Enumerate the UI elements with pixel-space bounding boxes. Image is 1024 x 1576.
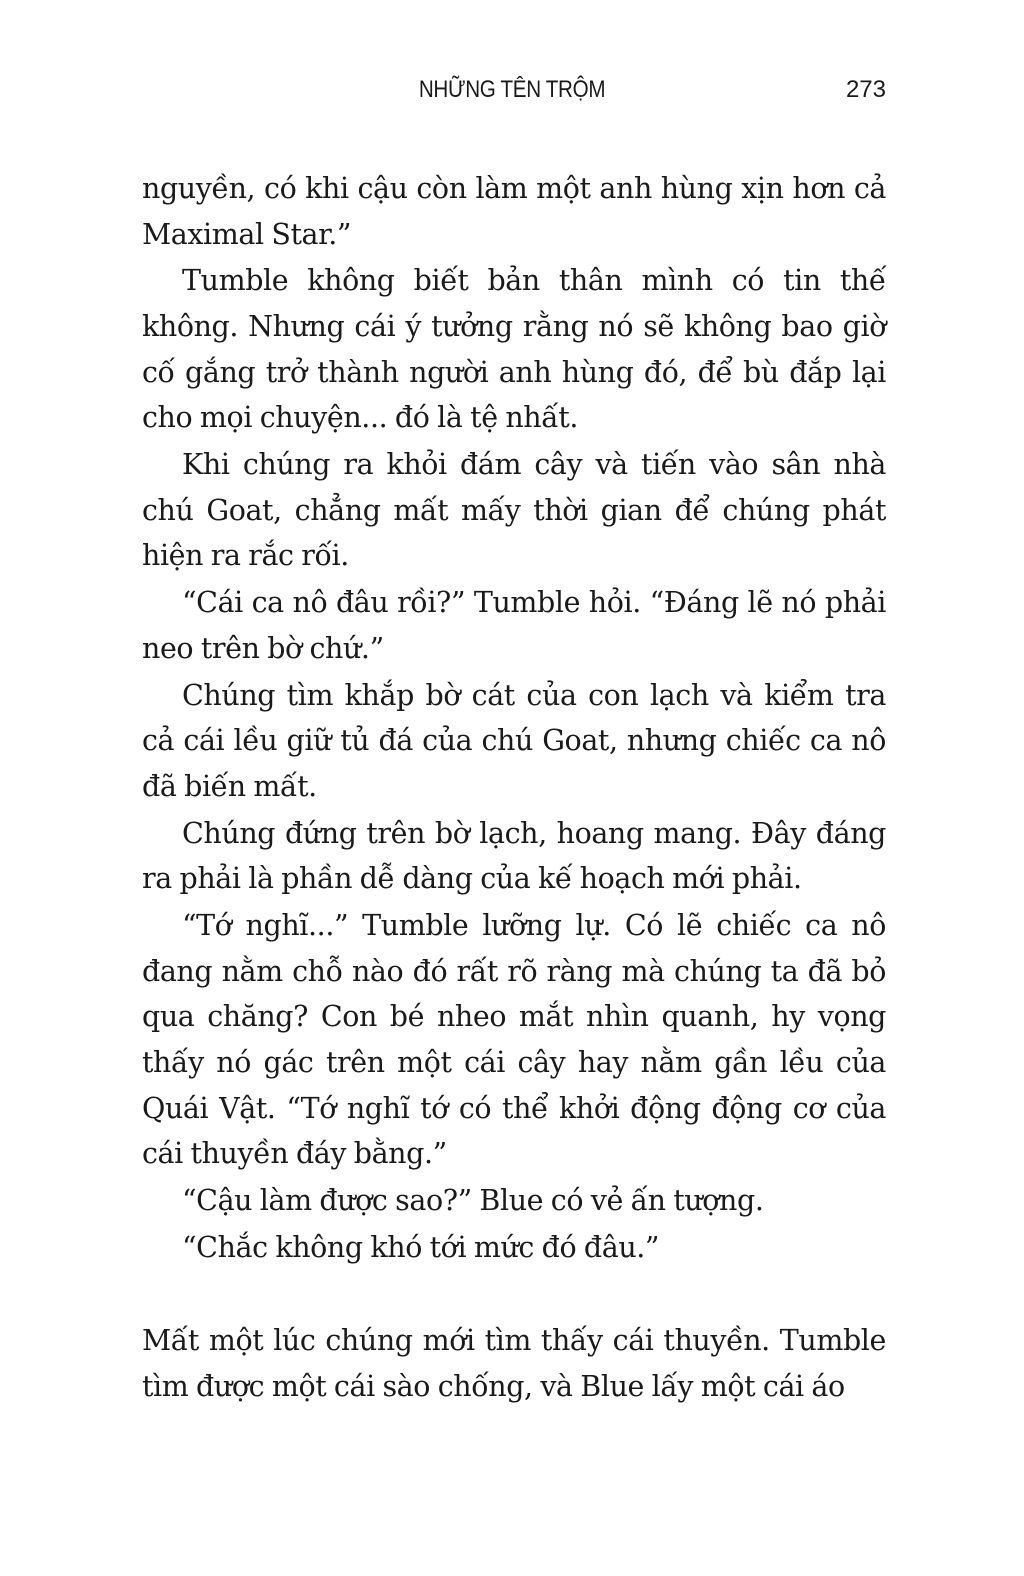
body-text [142, 166, 886, 1410]
paragraph-4: “Cái ca nô đâu rồi?” Tumble hỏi. “Đáng lẽ nó phải neo trên bờ chứ.” [142, 586, 886, 665]
paragraph-6: Chúng đứng trên bờ lạch, hoang mang. Đây đáng ra phải là phần dễ dàng của kế hoạch mới phải. [142, 816, 886, 896]
paragraph-1: nguyền, có khi cậu còn làm một anh hùng xịn hơn cả Maximal Star.” [142, 172, 886, 251]
paragraph-3: Khi chúng ra khỏi đám cây và tiến vào sân nhà chú Goat, chẳng mất mấy thời gian để chúng phát hiện ra rắc rối. [142, 448, 886, 573]
running-head [0, 74, 1024, 114]
paragraph-7: “Tớ nghĩ...” Tumble lưỡng lự. Có lẽ chiếc ca nô đang nằm chỗ nào đó rất rõ ràng mà chúng ta đã bỏ qua chăng? Con bé nheo mắt nhìn quanh, hy vọng thấy nó gác trên một cái cây hay nằm gần lều của Quái Vật. “Tớ nghĩ tớ có thể khởi động động cơ của cái thuyền đáy bằng.” [142, 909, 886, 1171]
paragraph-8: “Cậu làm được sao?” Blue có vẻ ấn tượng. [182, 1184, 764, 1218]
section-break [142, 1272, 886, 1318]
page-number: 273 [845, 76, 886, 103]
paragraph-2: Tumble không biết bản thân mình có tin thế không. Nhưng cái ý tưởng rằng nó sẽ không bao giờ cố gắng trở thành người anh hùng đó, để bù đắp lại cho mọi chuyện... đó là tệ nhất. [142, 264, 886, 435]
chapter-title: NHỮNG TÊN TRỘM [418, 76, 606, 103]
paragraph-5: Chúng tìm khắp bờ cát của con lạch và kiểm tra cả cái lều giữ tủ đá của chú Goat, nhưng chiếc ca nô đã biến mất. [142, 678, 886, 803]
paragraph-9: “Chắc không khó tới mức đó đâu.” [182, 1231, 660, 1265]
paragraph-10: Mất một lúc chúng mới tìm thấy cái thuyền. Tumble tìm được một cái sào chống, và Blue lấy một cái áo [142, 1323, 886, 1403]
